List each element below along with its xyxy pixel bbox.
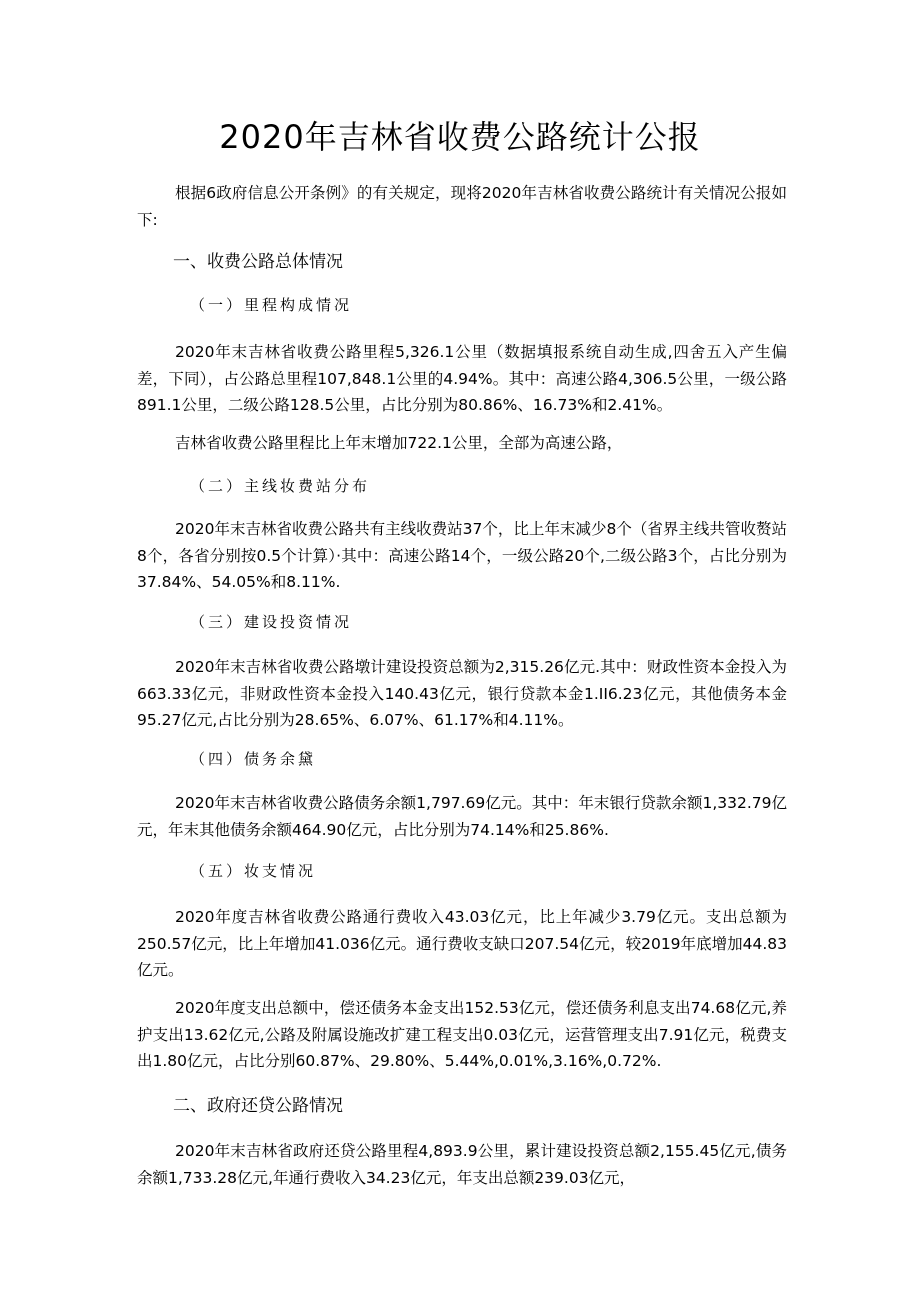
subsection-investment-heading: （三）建设投资情况 — [190, 613, 353, 631]
intro-paragraph: 根据6政府信息公开条例》的有关规定，现将2020年吉林省收费公路统计有关情况公报如下: — [137, 184, 787, 229]
mileage-paragraph: 2020年末吉林省收费公路里程5,326.1公里（数据填报系统自动生成,四舍五入产生偏差，下同），占公路总里程107,848.1公里的4.94%。其中：高速公路4,306.5公里，一级公路891.1公里，二级公路128.5公里，占比分别为80.86%、16.73%和2.41%。 — [137, 343, 787, 414]
subsection-mileage-heading: （一）里程构成情况 — [190, 296, 353, 314]
subsection-revenue-heading: （五）妆支情况 — [190, 862, 317, 880]
mileage-change-paragraph: 吉林省收费公路里程比上年末增加722.1公里，全部为高速公路， — [175, 434, 623, 452]
revenue-paragraph: 2020年度吉林省收费公路通行费收入43.03亿元，比上年减少3.79亿元。支出总额为250.57亿元，比上年增加41.036亿元。通行费收支缺口207.54亿元，较2019年底增加44.83亿元。 — [137, 908, 787, 979]
investment-paragraph: 2020年末吉林省收费公路墩计建设投资总额为2,315.26亿元.其中：财政性资本金投入为663.33亿元，非财政性资本金投入140.43亿元，银行贷款本金1.II6.23亿元，其他债务本金95.27亿元,占比分别为28.65%、6.07%、61.17%和4.11%。 — [137, 658, 787, 729]
subsection-toll-stations-heading: （二）主线妆费站分布 — [190, 477, 371, 495]
section-2-heading: 二、政府还贷公路情况 — [173, 1096, 343, 1116]
toll-stations-paragraph: 2020年末吉林省收费公路共有主线收费站37个，比上年末减少8个（省界主线共管收赘站8个，各省分别按0.5个计算）·其中：高速公路14个，一级公路20个,二级公路3个，占比分别为37.84%、54.05%和8.11%. — [137, 520, 787, 591]
document-title: 2020年吉林省收费公路统计公报 — [219, 118, 701, 156]
government-loan-paragraph: 2020年末吉林省政府还贷公路里程4,893.9公里，累计建设投资总额2,155.45亿元,债务余额1,733.28亿元,年通行费收入34.23亿元，年支出总额239.03亿元， — [137, 1142, 787, 1187]
subsection-debt-heading: （四）债务余黛 — [190, 750, 317, 768]
expenditure-paragraph: 2020年度支出总额中，偿还债务本金支出152.53亿元，偿还债务利息支出74.68亿元,养护支出13.62亿元,公路及附属设施改扩建工程支出0.03亿元，运营管理支出7.91亿元，税费支出1.80亿元，占比分别60.87%、29.80%、5.44%,0.01%,3.16%,0.72%. — [137, 999, 787, 1070]
debt-paragraph: 2020年末吉林省收费公路债务余额1,797.69亿元。其中：年末银行贷款余额1,332.79亿元，年末其他债务余额464.90亿元，占比分别为74.14%和25.86%. — [137, 794, 787, 839]
section-1-heading: 一、收费公路总体情况 — [173, 252, 343, 272]
